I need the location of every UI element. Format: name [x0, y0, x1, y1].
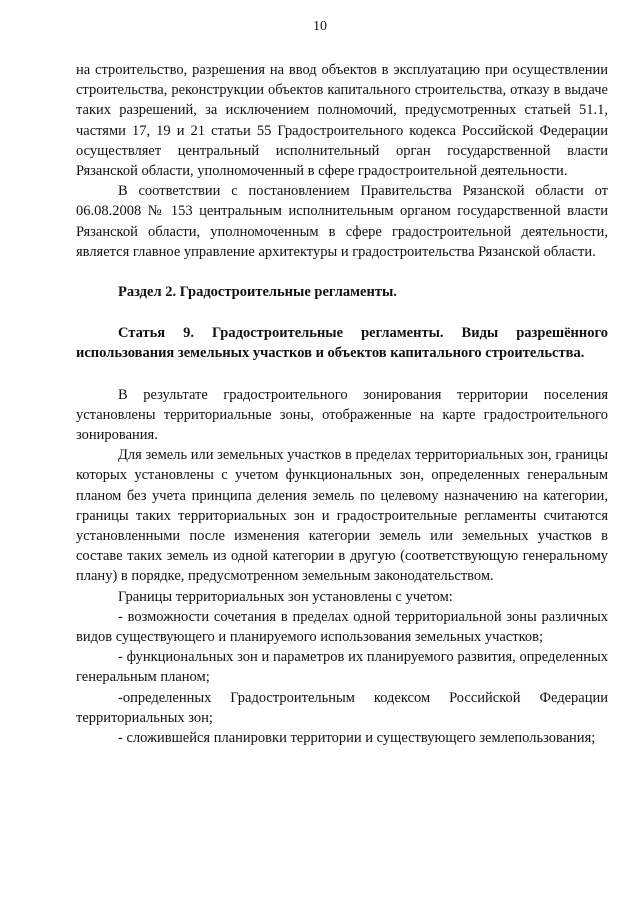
- paragraph-resolution: В соответствии с постановлением Правительства Рязанской области от 06.08.2008 № 153 центральным исполнительным органом государственной власти Рязанской области, уполномоченным в сфере градостроительной деятельности, является главное управление архитектуры и градостроительства Рязанской области.: [76, 183, 608, 260]
- paragraph-authority: на строительство, разрешения на ввод объектов в эксплуатацию при осуществлении строительства, реконструкции объектов капитального строительства, отказу в выдаче таких разрешений, за исключением полномочий, предусмотренных статьей 51.1, частями 17, 19 и 21 статьи 55 Градостроительного кодекса Российской Федерации осуществляет центральный исполнительный орган государственной власти Рязанской области, уполномоченный в сфере градостроительной деятельности.: [76, 62, 608, 180]
- list-item: - возможности сочетания в пределах одной территориальной зоны различных видов существующего и планируемого использования земельных участков;: [76, 608, 608, 646]
- section-heading: Раздел 2. Градостроительные регламенты.: [118, 284, 397, 301]
- paragraph-land-categories: Для земель или земельных участков в пределах территориальных зон, границы которых установлены с учетом функциональных зон, определенных генеральным планом без учета принципа деления земель по целевому назначению на категории, границы таких территориальных зон и градостроительные регламенты считаются установленными после изменения категории земель или земельных участков в составе таких земель из одной категории в другую (соответствующую генеральному плану) в порядке, предусмотренном земельным законодательством.: [76, 447, 608, 585]
- list-item: - функциональных зон и параметров их планируемого развития, определенных генеральным планом;: [76, 649, 608, 686]
- paragraph-zoning: В результате градостроительного зонирования территории поселения установлены территориальные зоны, отображенные на карте градостроительного зонирования.: [76, 386, 608, 444]
- document-body: [76, 60, 608, 748]
- paragraph-zone-boundaries: Границы территориальных зон установлены с учетом:: [118, 588, 453, 605]
- list-item: - сложившейся планировки территории и существующего землепользования;: [118, 730, 596, 747]
- article-heading: Статья 9. Градостроительные регламенты. Виды разрешённого использования земельных участков и объектов капитального строительства.: [76, 325, 608, 362]
- page-number: 10: [313, 19, 327, 34]
- list-item: -определенных Градостроительным кодексом Российской Федерации территориальных зон;: [76, 689, 608, 726]
